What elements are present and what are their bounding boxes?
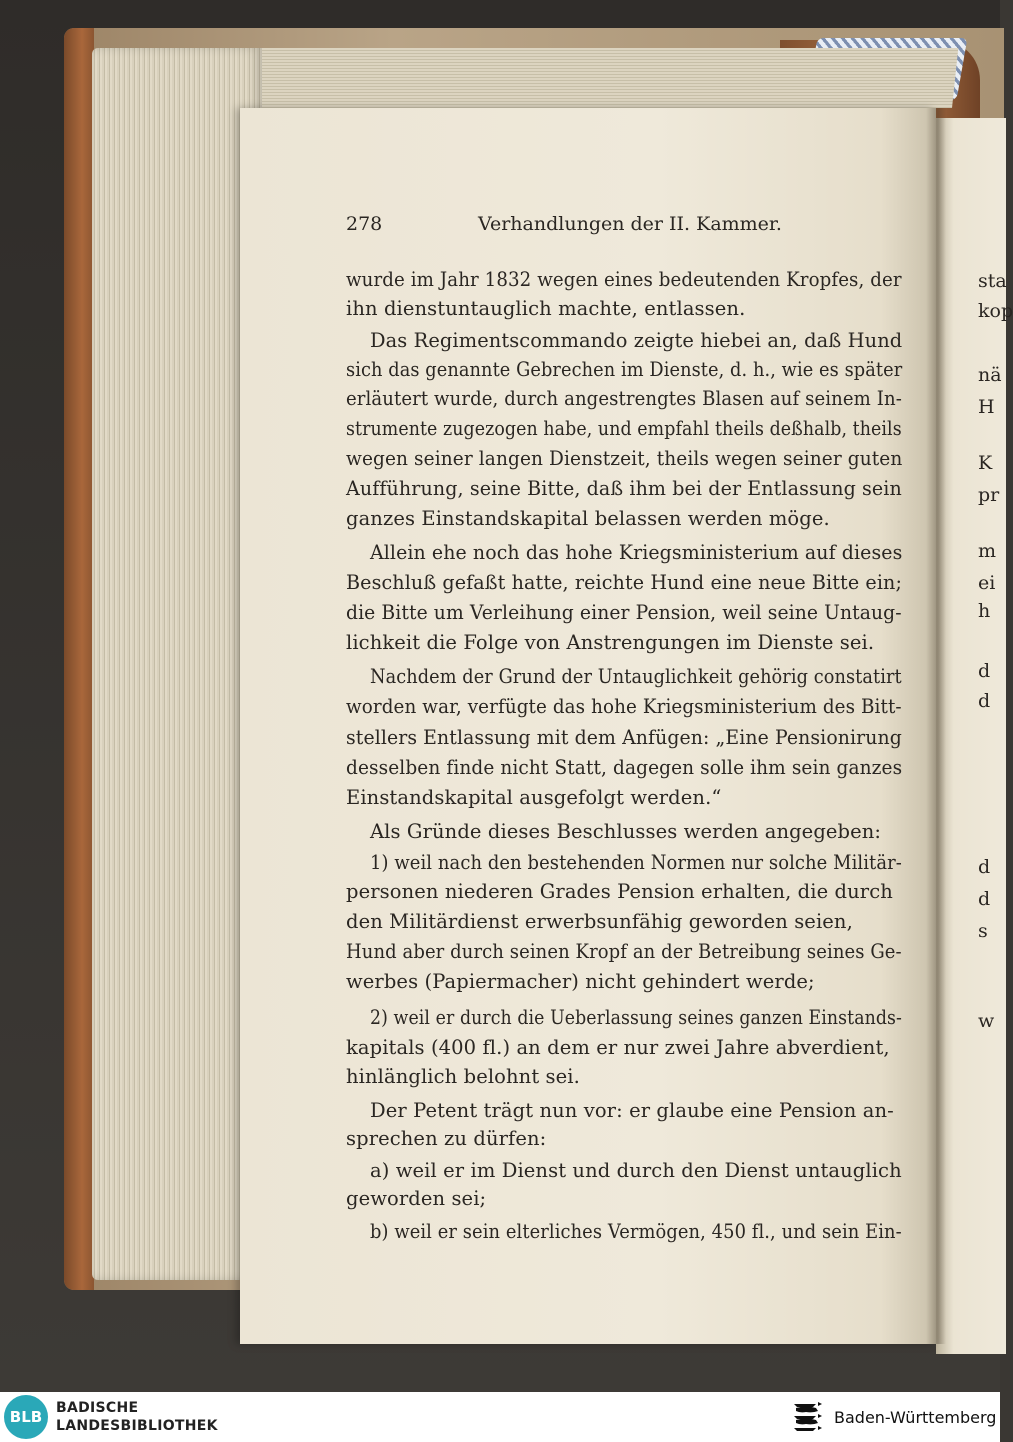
text-line: Einstandskapital ausgefolgt werden.“ [346, 786, 722, 809]
right-page-fragment: w [978, 1010, 995, 1032]
baden-wuerttemberg-lions-icon[interactable] [790, 1398, 826, 1436]
text-line: 2) weil er durch die Ueberlassung seines ganzen Einstands- [370, 1006, 902, 1029]
right-page-fragment: kop [978, 300, 1013, 322]
text-line: Aufführung, seine Bitte, daß ihm bei der Entlassung sein [346, 477, 902, 500]
right-page-fragment: K [978, 452, 993, 474]
page-gutter [926, 108, 946, 1344]
text-line: ganzes Einstandskapital belassen werden möge. [346, 507, 830, 530]
text-line: ihn dienstuntauglich machte, entlassen. [346, 297, 746, 320]
right-page-fragment: ei [978, 572, 996, 594]
text-line: worden war, verfügte das hohe Kriegsministerium des Bitt- [346, 695, 902, 718]
right-page-fragment: d [978, 690, 991, 712]
text-line: den Militärdienst erwerbsunfähig geworden seien, [346, 910, 853, 933]
blb-logo[interactable]: BLB [4, 1395, 48, 1439]
library-name[interactable] [56, 1399, 218, 1435]
page-stack-edge [92, 48, 262, 1280]
text-line: wegen seiner langen Dienstzeit, theils wegen seiner guten [346, 447, 903, 470]
text-line: lichkeit die Folge von Anstrengungen im Dienste sei. [346, 631, 875, 654]
text-line: geworden sei; [346, 1187, 487, 1210]
text-line: strumente zugezogen habe, und empfahl theils deßhalb, theils [346, 417, 902, 440]
text-line: Nachdem der Grund der Untauglichkeit gehörig constatirt [370, 665, 902, 688]
text-line: hinlänglich belohnt sei. [346, 1065, 580, 1088]
text-line: Als Gründe dieses Beschlusses werden angegeben: [370, 820, 882, 843]
text-line: sich das genannte Gebrechen im Dienste, d. h., wie es später [346, 358, 903, 381]
text-line: 1) weil nach den bestehenden Normen nur solche Militär- [370, 851, 902, 874]
right-page-fragment: d [978, 660, 991, 682]
text-line: Das Regimentscommando zeigte hiebei an, daß Hund [370, 329, 903, 352]
running-title: Verhandlungen der II. Kammer. [478, 213, 782, 235]
right-page-fragment: pr [978, 484, 1000, 506]
text-line: sprechen zu dürfen: [346, 1127, 547, 1150]
text-line: Der Petent trägt nun vor: er glaube eine Pension an- [370, 1099, 894, 1122]
page-number: 278 [346, 213, 383, 235]
right-page-fragment: d [978, 888, 991, 910]
text-line: b) weil er sein elterliches Vermögen, 450 fl., und sein Ein- [370, 1220, 902, 1243]
running-header [346, 213, 902, 241]
text-line: erläutert wurde, durch angestrengtes Blasen auf seinem In- [346, 387, 902, 410]
text-line: Beschluß gefaßt hatte, reichte Hund eine neue Bitte ein; [346, 571, 903, 594]
text-line: personen niederen Grades Pension erhalten, die durch [346, 880, 893, 903]
text-line: stellers Entlassung mit dem Anfügen: „Eine Pensionirung [346, 726, 902, 749]
text-line: werbes (Papiermacher) nicht gehindert werde; [346, 970, 815, 993]
library-name-line1: BADISCHE [56, 1400, 139, 1416]
text-line: Hund aber durch seinen Kropf an der Betreibung seines Ge- [346, 940, 902, 963]
library-name-line2: LANDESBIBLIOTHEK [56, 1418, 218, 1434]
right-page-fragment: m [978, 540, 997, 562]
text-line: Allein ehe noch das hohe Kriegsministerium auf dieses [370, 541, 903, 564]
right-page-fragment: d [978, 856, 991, 878]
right-page-fragment: H [978, 396, 995, 418]
text-line: kapitals (400 fl.) an dem er nur zwei Jahre abverdient, [346, 1036, 890, 1059]
state-name[interactable]: Baden-Württemberg [834, 1408, 997, 1427]
text-line: die Bitte um Verleihung einer Pension, weil seine Untaug- [346, 601, 902, 624]
right-page-fragment: s [978, 920, 988, 942]
right-page-fragment: sta [978, 270, 1007, 292]
text-line: desselben finde nicht Statt, dagegen solle ihm sein ganzes [346, 756, 903, 779]
right-page-fragment: nä [978, 364, 1002, 386]
cover-leather-edge [64, 28, 94, 1290]
right-page-fragment: h [978, 600, 991, 622]
text-line: wurde im Jahr 1832 wegen eines bedeutenden Kropfes, der [346, 268, 902, 291]
text-line: a) weil er im Dienst und durch den Dienst untauglich [370, 1159, 902, 1182]
